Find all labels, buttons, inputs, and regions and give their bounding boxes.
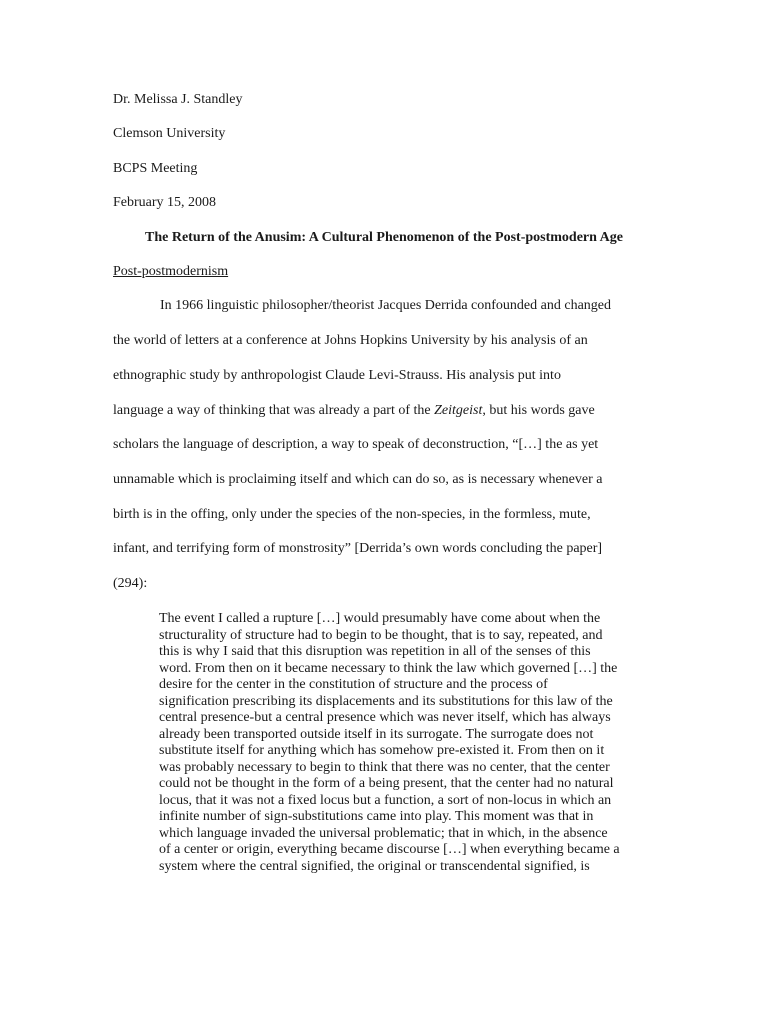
paragraph-line: (294): — [113, 576, 148, 591]
quote-line: which language invaded the universal problematic; that in which, in the absence — [159, 825, 608, 841]
paragraph-line: In 1966 linguistic philosopher/theorist Jacques Derrida confounded and changed — [160, 298, 611, 313]
quote-line: structurality of structure had to begin to be thought, that is to say, repeated, and — [159, 627, 603, 643]
paper-title: The Return of the Anusim: A Cultural Phenomenon of the Post-postmodern Age — [145, 230, 623, 245]
paragraph-line: infant, and terrifying form of monstrosity” [Derrida’s own words concluding the paper] — [113, 541, 603, 556]
paragraph-line: scholars the language of description, a way to speak of deconstruction, “[…] the as yet — [113, 437, 599, 452]
quote-line: already been transported outside itself in its surrogate. The surrogate does not — [159, 726, 594, 742]
quote-line: substitute itself for anything which has somehow pre-existed it. From then on it — [159, 743, 605, 758]
quote-line: system where the central signified, the original or transcendental signified, is — [159, 858, 590, 874]
paragraph-line: the world of letters at a conference at Johns Hopkins University by his analysis of an — [113, 333, 588, 348]
paragraph-line: unnamable which is proclaiming itself and which can do so, as is necessary whenever a — [113, 472, 603, 487]
institution: Clemson University — [113, 126, 226, 141]
event-name: BCPS Meeting — [113, 161, 198, 176]
quote-line: this is why I said that this disruption was repetition in all of the senses of this — [159, 644, 591, 659]
quote-line: The event I called a rupture […] would presumably have come about when the — [159, 611, 601, 626]
document-date: February 15, 2008 — [113, 195, 217, 210]
quote-line: was probably necessary to begin to think that there was no center, that the center — [159, 759, 610, 775]
section-heading: Post-postmodernism — [113, 264, 229, 279]
paragraph-line: ethnographic study by anthropologist Claude Levi-Strauss. His analysis put into — [113, 368, 561, 383]
quote-line: could not be thought in the form of a being present, that the center had no natural — [159, 776, 614, 791]
paragraph-line — [113, 403, 595, 419]
quote-line: signification prescribing its displacements and its substitutions for this law of the — [159, 693, 613, 709]
quote-line: word. From then on it became necessary to think the law which governed […] the — [159, 660, 618, 676]
block-quote — [159, 611, 659, 875]
quote-line: locus, that it was not a fixed locus but a function, a sort of non-locus in which an — [159, 792, 612, 808]
quote-line: desire for the center in the constitution of structure and the process of — [159, 677, 548, 692]
paragraph-text: language a way of thinking that was already a part of the — [113, 403, 435, 418]
author-name: Dr. Melissa J. Standley — [113, 92, 243, 107]
zeitgeist-emphasis: Zeitgeist — [434, 403, 483, 418]
quote-line: infinite number of sign-substitutions came into play. This moment was that in — [159, 809, 594, 824]
quote-line: central presence-but a central presence which was never itself, which has always — [159, 710, 611, 725]
paragraph-line: birth is in the offing, only under the species of the non-species, in the formless, mute, — [113, 507, 591, 522]
paragraph-text: , but his words gave — [482, 403, 595, 418]
quote-line: of a center or origin, everything became discourse […] when everything became a — [159, 842, 620, 857]
